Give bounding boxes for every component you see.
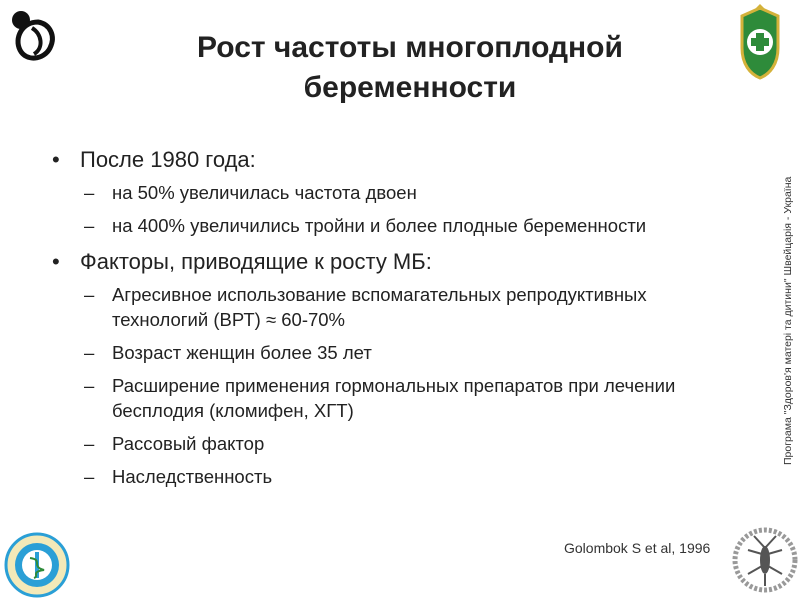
list-item: – Рассовый фактор	[52, 431, 742, 456]
swiss-tropical-institute-icon	[732, 524, 798, 596]
list-item: – на 400% увеличились тройни и более плодные беременности	[52, 213, 742, 238]
sublist-factors	[52, 282, 742, 489]
slide-content	[52, 146, 742, 499]
list-item: – Расширение применения гормональных препаратов при лечении бесплодия (кломифен, ХГТ)	[52, 373, 742, 423]
medical-emblem-icon	[4, 532, 70, 598]
ministry-emblem-icon	[736, 4, 784, 82]
bullet-factors: • Факторы, приводящие к росту МБ:	[52, 248, 742, 276]
slide-title: Рост частоты многоплодной беременности	[197, 31, 623, 104]
program-side-text: Програма "Здоров'я матері та дитини" Швейцарія - Україна	[782, 176, 794, 465]
list-item: – Возраст женщин более 35 лет	[52, 340, 742, 365]
bullet-after-1980: • После 1980 года:	[52, 146, 742, 174]
sublist-after-1980	[52, 180, 742, 238]
program-side-label	[782, 165, 800, 465]
program-logo-icon	[8, 8, 60, 64]
citation: Golombok S et al, 1996	[564, 540, 711, 556]
list-item: – Наследственность	[52, 464, 742, 489]
list-item: – на 50% увеличилась частота двоен	[52, 180, 742, 205]
list-item: – Агресивное использование вспомагательных репродуктивных технологий (ВРТ) ≈ 60-70%	[52, 282, 742, 332]
